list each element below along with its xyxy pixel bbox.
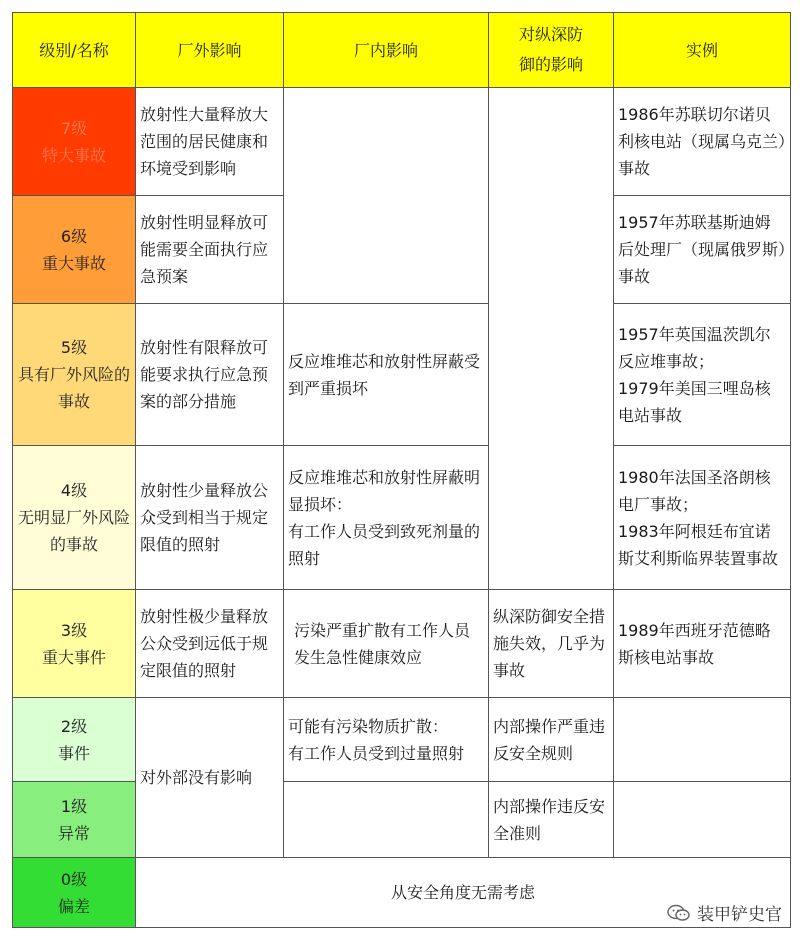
- level-2-defense: 内部操作严重违反安全规则: [489, 698, 614, 782]
- level-6-num: 6级: [60, 226, 88, 246]
- level-7-cell: [13, 88, 136, 196]
- row-level-3: [13, 590, 791, 698]
- level-3-example: 1989年西班牙范德略斯核电站事故: [614, 590, 791, 698]
- wechat-icon: [667, 904, 691, 922]
- watermark: [663, 898, 786, 927]
- level-0-num: 0级: [60, 869, 88, 889]
- header-defense: 对纵深防 御的影响: [489, 13, 614, 88]
- header-level: 级别/名称: [13, 13, 136, 88]
- level-2-1-offsite: 对外部没有影响: [136, 698, 284, 858]
- level-4-onsite: 反应堆堆芯和放射性屏蔽明显损坏： 有工作人员受到致死剂量的照射: [284, 446, 489, 590]
- level-2-cell: [13, 698, 136, 782]
- level-0-name: 偏差: [57, 896, 90, 916]
- level-4-num: 4级: [60, 481, 88, 500]
- level-6-name: 重大事故: [41, 253, 106, 273]
- level-5-name: 具有厂外风险的事故: [17, 365, 130, 411]
- header-example: 实例: [614, 13, 791, 88]
- header-row: [13, 13, 791, 88]
- level-3-cell: [13, 590, 136, 698]
- row-level-1: [13, 782, 791, 858]
- level-7-name: 特大事故: [41, 145, 106, 165]
- level-4-offsite: 放射性少量释放公众受到相当于规定限值的照射: [136, 446, 284, 590]
- level-3-offsite: 放射性极少量释放公众受到远低于规定限值的照射: [136, 590, 284, 698]
- level-5-onsite: 反应堆堆芯和放射性屏蔽受到严重损坏: [284, 304, 489, 446]
- level-4-name: 无明显厂外风险的事故: [17, 508, 130, 554]
- level-4-example: 1980年法国圣洛朗核电厂事故； 1983年阿根廷布宜诺斯艾利斯临界装置事故: [614, 446, 791, 590]
- level-2-example-empty: [614, 698, 791, 782]
- level-3-onsite: 污染严重扩散有工作人员发生急性健康效应: [284, 590, 489, 698]
- level-6-example: 1957年苏联基斯迪姆后处理厂（现属俄罗斯）事故: [614, 196, 791, 304]
- row-level-4: [13, 446, 791, 590]
- level-0-merged: 从安全角度无需考虑: [136, 858, 791, 928]
- level-3-defense: 纵深防御安全措施失效，几乎为事故: [489, 590, 614, 698]
- level-0-cell: [13, 858, 136, 928]
- level-1-name: 异常: [57, 823, 90, 843]
- level-2-name: 事件: [57, 743, 90, 763]
- level-1-defense: 内部操作违反安全准则: [489, 782, 614, 858]
- level-1-example-empty: [614, 782, 791, 858]
- level-7-num: 7级: [60, 118, 88, 138]
- level-7-4-defense-empty: [489, 88, 614, 590]
- header-offsite: 厂外影响: [136, 13, 284, 88]
- level-1-cell: [13, 782, 136, 858]
- level-7-example: 1986年苏联切尔诺贝利核电站（现属乌克兰）事故: [614, 88, 791, 196]
- level-7-offsite: 放射性大量释放大范围的居民健康和环境受到影响: [136, 88, 284, 196]
- watermark-text: 装甲铲史官: [697, 905, 782, 925]
- level-4-cell: [13, 446, 136, 590]
- level-2-onsite: 可能有污染物质扩散： 有工作人员受到过量照射: [284, 698, 489, 782]
- level-7-6-onsite-empty: [284, 88, 489, 304]
- row-level-2: [13, 698, 791, 782]
- level-6-cell: [13, 196, 136, 304]
- level-5-num: 5级: [60, 338, 88, 357]
- level-3-name: 重大事件: [41, 647, 106, 667]
- level-5-offsite: 放射性有限释放可能要求执行应急预案的部分措施: [136, 304, 284, 446]
- level-5-example: 1957年英国温茨凯尔反应堆事故； 1979年美国三哩岛核电站事故: [614, 304, 791, 446]
- level-3-num: 3级: [60, 620, 88, 640]
- row-level-7: [13, 88, 791, 196]
- ines-scale-table: [12, 12, 791, 928]
- level-6-offsite: 放射性明显释放可能需要全面执行应急预案: [136, 196, 284, 304]
- row-level-5: [13, 304, 791, 446]
- level-5-cell: [13, 304, 136, 446]
- header-onsite: 厂内影响: [284, 13, 489, 88]
- level-1-onsite-empty: [284, 782, 489, 858]
- level-2-num: 2级: [60, 716, 88, 736]
- level-1-num: 1级: [60, 796, 88, 816]
